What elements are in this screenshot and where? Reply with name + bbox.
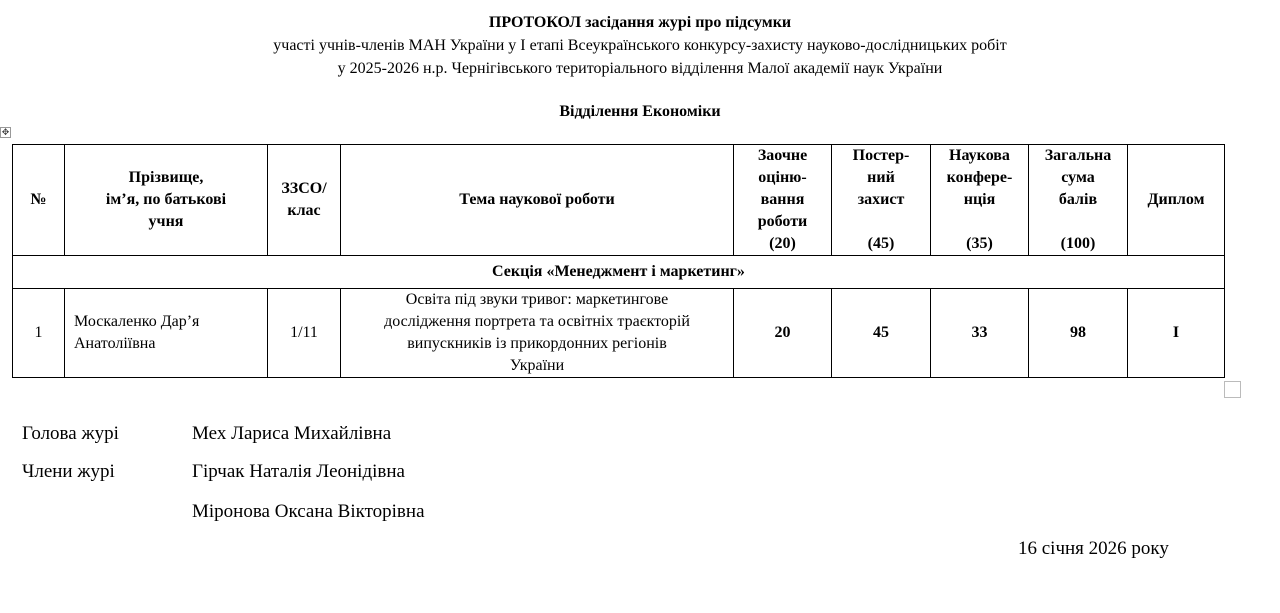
- col-conference-header: Наукова конфере- нція (35): [931, 145, 1029, 256]
- protocol-subtitle-line-2: у 2025-2026 н.р. Чернігівського територіального відділення Малої академії наук України: [337, 60, 943, 77]
- jury-members-label: Члени журі: [22, 461, 115, 482]
- col-correspondence-header: Заочне оціню- вання роботи (20): [734, 145, 832, 256]
- table-row: [13, 289, 1225, 378]
- total-score: 98: [1029, 289, 1128, 378]
- diploma-value: I: [1128, 289, 1225, 378]
- correspondence-score: 20: [734, 289, 832, 378]
- table-move-handle-icon[interactable]: ✥: [1, 128, 10, 138]
- student-name: Москаленко Дар’я Анатоліївна: [65, 289, 268, 378]
- col-diploma-header: Диплом: [1128, 145, 1225, 256]
- section-row: [13, 256, 1225, 289]
- protocol-subtitle-line-1: участі учнів-членів МАН України у І етапі Всеукраїнського конкурсу-захисту науково-дослідницьких робіт: [273, 37, 1007, 54]
- jury-member-1: Гірчак Наталія Леонідівна: [192, 461, 405, 482]
- results-table: [12, 144, 1225, 378]
- row-number: 1: [13, 289, 65, 378]
- conference-score: 33: [931, 289, 1029, 378]
- col-poster-header: Постер- ний захист (45): [832, 145, 931, 256]
- jury-head-label: Голова журі: [22, 423, 119, 444]
- school-class: 1/11: [268, 289, 341, 378]
- section-title: Секція «Менеджмент і маркетинг»: [13, 256, 1225, 289]
- table-header-row: [13, 145, 1225, 256]
- jury-head-name: Мех Лариса Михайлівна: [192, 423, 392, 444]
- protocol-date: 16 січня 2026 року: [1018, 538, 1169, 559]
- protocol-title: ПРОТОКОЛ засідання журі про підсумки: [488, 14, 792, 31]
- col-school-header: ЗЗСО/ клас: [268, 145, 341, 256]
- col-topic-header: Тема наукової роботи: [341, 145, 734, 256]
- col-total-header: Загальна сума балів (100): [1029, 145, 1128, 256]
- poster-score: 45: [832, 289, 931, 378]
- jury-member-2: Міронова Оксана Вікторівна: [192, 501, 425, 522]
- col-name-header: Прізвище, ім’я, по батькові учня: [65, 145, 268, 256]
- research-topic: Освіта під звуки тривог: маркетингове дослідження портрета та освітніх траєкторій випускників із прикордонних регіонів України: [341, 289, 734, 378]
- table-resize-handle[interactable]: [1224, 381, 1241, 398]
- department-heading: Відділення Економіки: [559, 103, 721, 120]
- col-number-header: №: [13, 145, 65, 256]
